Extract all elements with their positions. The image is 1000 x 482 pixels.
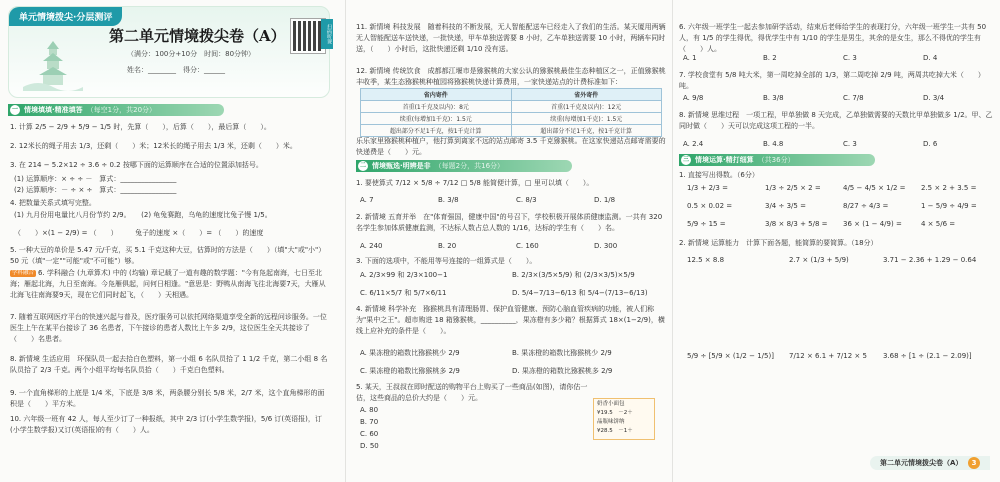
question-12: 12. 新情境 传统饮食 成都都江堰市是猕猴桃的大家公认的猕猴桃最佳生态种植区之一，正值猕猴桃丰收季，某生态猕猴桃种植园将猕猴桃快递计算费用，一家快递站点的计费标准如下： — [356, 67, 666, 86]
series-tab: 单元情境拨尖·分层测评 — [9, 7, 122, 26]
fee-cell: 续重(每增加1千克)：1.5元 — [511, 113, 662, 125]
paper-subtitle: （满分：100分+10分 时间：80分钟） — [127, 50, 256, 58]
calc-item: 12.5 × 8.8 — [687, 256, 725, 264]
direct-calc-item: 1/3 ÷ 2/5 × 2 = — [765, 184, 821, 192]
option-a[interactable]: A. 1 — [683, 54, 697, 62]
fee-cell: 首重(1千克及以内)：12元 — [511, 101, 662, 113]
calc-item: 5/9 ÷ [5/9 × (1/2 − 1/5)] — [687, 352, 774, 360]
option-c[interactable]: C. 3 — [843, 54, 857, 62]
fee-table — [360, 88, 662, 137]
right-column — [672, 0, 1000, 482]
calc-question-1: 1. 直接写出得数。（6分） — [679, 171, 759, 179]
question-7: 7. 随着互联网医疗平台的快速兴起与普及，医疗服务可以依托网络渠道享受全新的远程问诊服务。一位医生上午在某平台接诊了 36 名患者，下午接诊的患者人数比上午多 2/9，这位医生全天共接诊了（ ）名患者。 — [10, 313, 327, 343]
mc-question-4: 4. 新情境 科学补充 猕猴桃具有清理肠胃、保护血管健康、预防心脑血管疾病的功能，被人们称为"果中之王"。超市购进 18 箱猕猴桃，__________，果冻橙有多少箱？根据算式 18×(1−2/9)，横线上应补充的条件是（ ）。 — [356, 305, 665, 335]
direct-calc-item: 1 − 5/9 ÷ 4/9 = — [921, 202, 977, 210]
section-3-header: 三 情境运算·精打细算 （共36分） — [679, 154, 875, 166]
direct-calc-item: 36 × (1 − 4/9) = — [843, 220, 902, 228]
calc-item: 7/12 × 6.1 + 7/12 × 5 — [789, 352, 867, 360]
question-12-b: 乐乐家里猕猴桃种植户，他打算到离家不远的站点邮寄 3.5 千克猕猴桃。在这家快递站点邮寄需要的快递费是（ ）元。 — [356, 137, 666, 156]
option-c[interactable]: C. 60 — [360, 430, 379, 438]
question-10: 10. 六年级一班有 42 人，每人至少订了一种报纸，其中 2/3 订(小学生数学报)，5/6 订(英语报)，订(小学生数学报)又订(英语报)的有（ ）人。 — [10, 415, 322, 434]
option-b[interactable]: B. 4.8 — [763, 140, 784, 148]
option-b[interactable]: B. 2/3×(3/5×5/9) 和 (2/3×3/5)×5/9 — [512, 271, 635, 279]
direct-calc-item: 4 × 5/6 = — [921, 220, 956, 228]
mc-question-7: 7. 学校食堂有 5/8 吨大米，第一周吃掉全部的 1/3，第二周吃掉 2/9 吨，两周共吃掉大米（ ）吨。 — [679, 71, 985, 90]
option-a[interactable]: A. 80 — [360, 406, 379, 414]
question-9: 9. 一个直角梯形的上底是 1/4 米，下底是 3/8 米，两条腰分别长 5/8 米，2/7 米，这个直角梯形的面积是（ ）平方米。 — [10, 389, 325, 408]
option-d[interactable]: D. 1/8 — [594, 196, 616, 204]
direct-calc-item: 2.5 × 2 + 3.5 = — [921, 184, 977, 192]
direct-calc-item: 3/4 ÷ 3/5 = — [765, 202, 806, 210]
fee-cell: 续重(每增加1千克)：1.5元 — [361, 113, 512, 125]
question-3-1: (1) 运算顺序：× ÷ ÷ － 算式：________________ — [14, 175, 177, 183]
qr-tag: 扫码听课 — [321, 19, 333, 49]
option-d[interactable]: D. 3/4 — [923, 94, 945, 102]
option-a[interactable]: A. 9/8 — [683, 94, 704, 102]
section-2-header: 二 情境甄选·明辨是非 （每题2分，共16分） — [356, 160, 572, 172]
option-a[interactable]: A. 7 — [360, 196, 374, 204]
option-d[interactable]: D. 6 — [923, 140, 938, 148]
receipt-item-price: ¥19.5 －2＋ — [597, 410, 633, 416]
option-c[interactable]: C. 160 — [516, 242, 539, 250]
direct-calc-item: 3/8 × 8/3 + 5/8 = — [765, 220, 828, 228]
paper-title: 第二单元情境拨尖卷（A） — [109, 27, 286, 45]
qr-code-icon[interactable] — [291, 19, 325, 53]
mc-question-8: 8. 新情境 思维过程 一项工程，甲单独做 8 天完成，乙单独做需要的天数比甲单独做多 1/2。甲、乙同时做（ ）天可以完成这项工程的一半。 — [679, 111, 993, 130]
direct-calc-item: 1/3 + 2/3 = — [687, 184, 728, 192]
option-a[interactable]: A. 2/3×99 和 2/3×100−1 — [360, 271, 448, 279]
option-b[interactable]: B. 2 — [763, 54, 777, 62]
pagoda-illustration-icon — [23, 37, 83, 91]
option-b[interactable]: B. 3/8 — [438, 196, 459, 204]
mc-question-1: 1. 要使算式 7/12 × 5/8 ÷ 7/12 □ 5/8 能简便计算，□ 里可以填（ ）。 — [356, 179, 594, 187]
calc-item: 3.68 ÷ [1 ÷ (2.1 − 2.09)] — [883, 352, 972, 360]
question-6: 学科融合 6. 学科融合 (九章算术) 中的 (均输) 章记载了一道有趣的数学题："今有凫起南海，七日至北海；雁起北海，九日至南海。今凫雁俱起，问何日相逢。"意思是：野鸭从南海飞往北海要7天，大雁从北海飞往南海要9天，现在它们同时起飞，（ ）天相遇。 — [10, 269, 326, 299]
question-4: 4. 把数量关系式填写完整。 — [10, 199, 96, 207]
option-c[interactable]: C. 7/8 — [843, 94, 864, 102]
option-d[interactable]: D. 5/4−7/13−6/13 和 5/4−(7/13−6/13) — [512, 289, 648, 297]
calc-item: 3.71 − 2.36 + 1.29 − 0.64 — [883, 256, 977, 264]
mc-question-6: 6. 六年级一班学生一起去参加研学活动，结束后老师给学生的表现打分，六年级一班学生一共有 50 人，有 1/5 的学生得优，得优学生中有 1/10 的学生是男生，其余的是女生，那么不得优的学生有（ ）人。 — [679, 23, 987, 53]
option-c[interactable]: C. 果冻橙的箱数比猕猴桃多 2/9 — [360, 367, 460, 375]
option-b[interactable]: B. 20 — [438, 242, 457, 250]
option-b[interactable]: B. 果冻橙的箱数比猕猴桃少 2/9 — [512, 349, 612, 357]
option-a[interactable]: A. 果冻橙的箱数比猕猴桃少 2/9 — [360, 349, 460, 357]
mc-question-3: 3. 下面的选项中，不能用等号连接的一组算式是（ ）。 — [356, 257, 537, 265]
option-d[interactable]: D. 果冻橙的箱数比猕猴桃多 2/9 — [512, 367, 613, 375]
calc-question-2: 2. 新情境 运算能力 计算下面各题，能简算的要简算。（18分） — [679, 239, 878, 247]
question-4-blanks: （ ）×(1 − 2/9) = （ ） 兔子的速度 ×（ ）= （ ）的速度 — [14, 229, 264, 237]
option-a[interactable]: A. 2.4 — [683, 140, 704, 148]
option-b[interactable]: B. 70 — [360, 418, 379, 426]
option-b[interactable]: B. 3/8 — [763, 94, 784, 102]
fee-cell: 超出部分不足1千克，按1千克计算 — [361, 125, 512, 137]
receipt-item-price: ¥28.5 －1＋ — [597, 428, 633, 434]
option-c[interactable]: C. 3 — [843, 140, 857, 148]
question-11: 11. 新情境 科技发展 随着科技的不断发展，无人智能配送车已经走入了我们的生活。某天厦用两辆无人智能配送车送快递，一批快递，甲车单独送需要 8 小时，乙车单独送需要 10 小时，两辆车同时送，（ ）小时后，这批快递还剩 1/10 没有送。 — [356, 23, 666, 53]
tag-subject-fusion: 学科融合 — [12, 270, 35, 276]
footer-label: 第二单元情境拨尖卷（A） — [870, 456, 990, 470]
question-2: 2. 12米长的绳子用去 1/3，还剩（ ）米；12米长的绳子用去 1/3 米，还剩（ ）米。 — [10, 142, 297, 150]
direct-calc-item: 4/5 − 4/5 × 1/2 = — [843, 184, 906, 192]
shopping-receipt — [593, 398, 655, 440]
direct-calc-item: 0.5 × 0.02 = — [687, 202, 733, 210]
question-1: 1. 计算 2/5 − 2/9 + 5/9 − 1/5 时，先算（ ），后算（ ），最后算（ ）。 — [10, 123, 271, 131]
receipt-item-name: 晶瓶味饼纳 — [597, 419, 625, 425]
option-d[interactable]: D. 300 — [594, 242, 618, 250]
direct-calc-item: 8/27 ÷ 4/3 = — [843, 202, 889, 210]
fee-cell: 超出部分不足1千克，按1千克计算 — [511, 125, 662, 137]
receipt-item-name: 奶香小面包 — [597, 401, 625, 407]
option-c[interactable]: C. 6/11×5/7 和 5/7×6/11 — [360, 289, 447, 297]
fee-cell: 首重(1千克及以内)：8元 — [361, 101, 512, 113]
option-d[interactable]: D. 4 — [923, 54, 938, 62]
question-3-2: (2) 运算顺序：－ ÷ × ÷ 算式：________________ — [14, 186, 177, 194]
direct-calc-item: 5/9 ÷ 15 = — [687, 220, 726, 228]
calc-item: 2.7 × (1/3 + 5/9) — [789, 256, 849, 264]
fee-header-in: 省内寄件 — [361, 89, 512, 101]
section-1-header: 一 情境填填·精准填答 （每空1分，共20分） — [8, 104, 224, 116]
left-column — [0, 0, 338, 482]
option-c[interactable]: C. 8/3 — [516, 196, 537, 204]
page-number: 3 — [968, 457, 980, 469]
question-3: 3. 在 214 − 5.2×12 ÷ 3.6 ÷ 0.2 按哪下面的运算顺序在合适的位置添加括号。 — [10, 161, 263, 169]
question-5: 5. 一种大豆的单价是 5.47 元/千克，买 5.1 千克这种大豆，估算时的方法是（ ）（填"大"或"小"）50 元（填"一定""可能"或"不可能"）够。 — [10, 246, 326, 265]
mc-question-5: 5. 某天，王叔叔在即时配送的购物平台上购买了一些商品(如图)，请你估一估，这些商品的总价大约是（ ）元。 — [356, 383, 588, 402]
question-8: 8. 新情境 生活应用 环保队员一起去拾白色塑料，第一小组 6 名队员拾了 1 1/2 千克，第二小组 8 名队员拾了 2/3 千克。两个小组平均每名队员拾（ ）千克白色塑料。 — [10, 355, 328, 374]
title-banner — [8, 6, 330, 98]
option-a[interactable]: A. 240 — [360, 242, 383, 250]
mc-question-2: 2. 新情境 五育并举 在"体育强国，健康中国"的号召下，学校积极开展体质健康监测。一共有 320 名学生参加体质健康监测，不达标人数占总人数的 1/16，达标的学生有（ ）名。 — [356, 213, 663, 232]
name-score-row: 姓名：________ 得分：______ — [127, 66, 225, 74]
option-d[interactable]: D. 50 — [360, 442, 379, 450]
fee-header-out: 省外寄件 — [511, 89, 662, 101]
question-4-parts: (1) 九月份用电量比八月份节约 2/9。 (2) 龟兔赛跑，乌龟的速度比兔子慢 1/5。 — [14, 211, 272, 219]
